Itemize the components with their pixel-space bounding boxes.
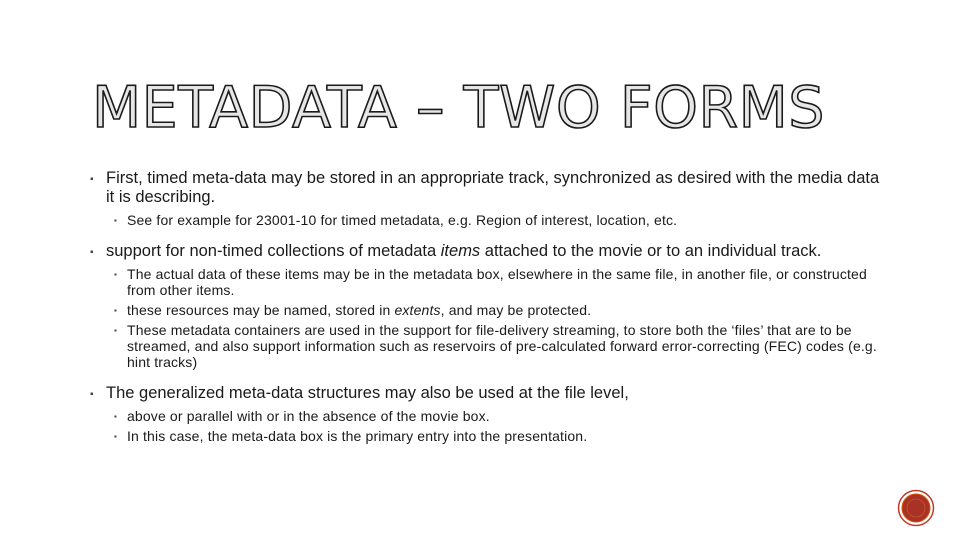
slide-emblem-icon [897,489,935,527]
bullet-icon: ▪ [90,389,94,400]
sub-bullet-item [90,266,880,298]
bullet-text-part: attached to the movie or to an individual track. [480,242,822,260]
bullet-icon: ▪ [114,412,117,421]
slide-content [90,169,880,444]
sub-bullet-item [90,408,880,424]
bullet-icon: ▪ [114,326,117,335]
sub-bullet-text: See for example for 23001-10 for timed metadata, e.g. Region of interest, location, etc. [127,212,678,228]
bullet-icon: ▪ [114,432,117,441]
bullet-icon: ▪ [90,247,94,258]
sub-bullet-text-part: , and may be protected. [440,302,592,318]
bullet-text-emphasis: items [440,242,481,260]
bullet-text: The generalized meta-data structures may also be used at the file level, [106,384,629,402]
bullet-icon: ▪ [114,270,117,279]
sub-bullet-text: In this case, the meta-data box is the primary entry into the presentation. [127,428,588,444]
bullet-item [90,384,880,403]
bullet-text: First, timed meta-data may be stored in an appropriate track, synchronized as desired with the media data it is describing. [106,169,880,206]
sub-bullet-item [90,212,880,228]
sub-bullet-item [90,428,880,444]
bullet-icon: ▪ [90,174,94,185]
emblem-inner-disc [902,494,930,522]
sub-bullet-text: above or parallel with or in the absence of the movie box. [127,408,490,424]
sub-bullet-text: The actual data of these items may be in the metadata box, elsewhere in the same file, in another file, or constructed from other items. [127,266,867,298]
sub-bullet-text-part: these resources may be named, stored in [127,302,395,318]
bullet-icon: ▪ [114,216,117,225]
bullet-text-part: support for non-timed collections of metadata [106,242,441,260]
slide-title: METADATA – TWO FORMS [92,75,825,141]
bullet-item [90,242,880,261]
sub-bullet-item [90,302,880,318]
sub-bullet-text-emphasis: extents [394,302,441,318]
sub-bullet-text: These metadata containers are used in the support for file-delivery streaming, to store both the ‘files’ that are to be streamed, and also support information such as reservoirs of pre-calculated forward error-correcting (FEC) codes (e.g. hint tracks) [127,322,877,370]
bullet-item [90,169,880,207]
sub-bullet-item [90,322,880,370]
bullet-icon: ▪ [114,306,117,315]
